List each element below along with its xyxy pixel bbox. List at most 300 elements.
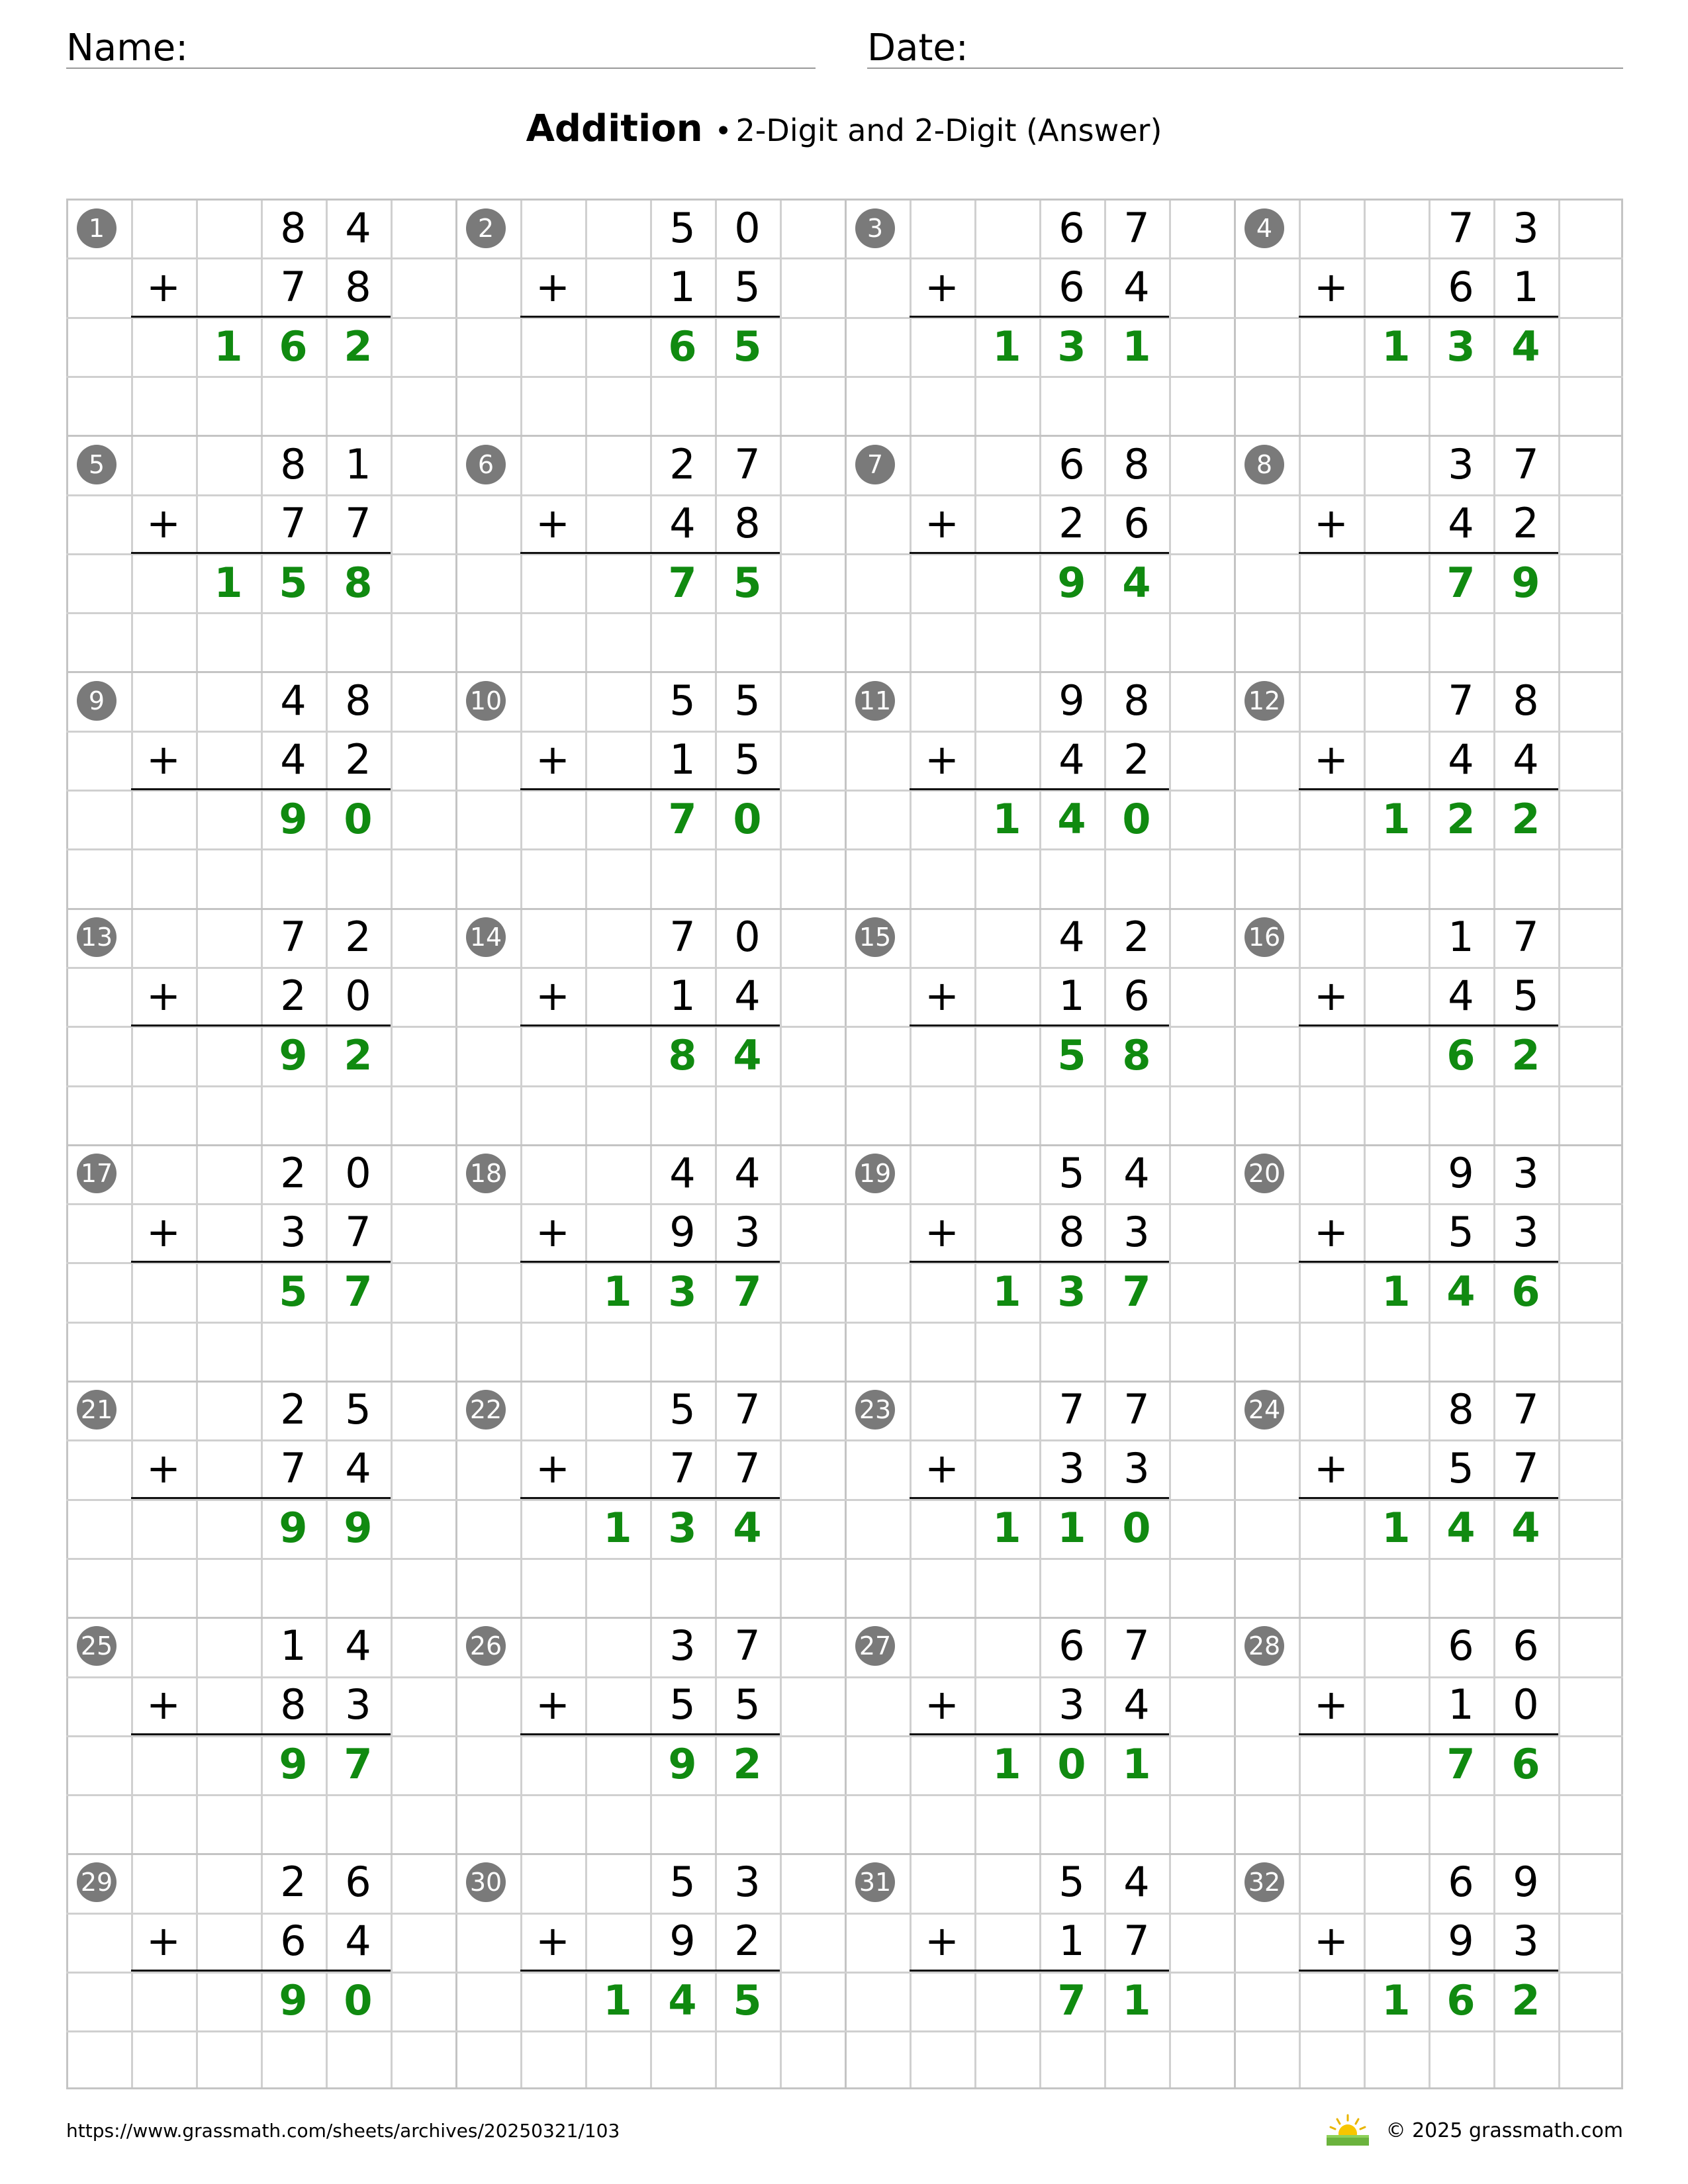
plus-sign: + [146, 1444, 181, 1492]
plus-sign: + [1314, 1208, 1348, 1256]
answer-digit: 1 [992, 1504, 1021, 1552]
addend-top-digit: 4 [669, 1149, 696, 1197]
plus-sign: + [1314, 1680, 1348, 1729]
answer-digit: 6 [279, 322, 308, 371]
answer-digit: 9 [344, 1504, 373, 1552]
addend-bottom-digit: 7 [345, 1208, 371, 1256]
problem-number-badge: 29 [77, 1862, 117, 1902]
problem-number-badge: 13 [77, 917, 117, 957]
problem-number-badge: 19 [855, 1154, 895, 1193]
addend-top-digit: 7 [734, 440, 761, 488]
answer-digit: 1 [603, 1976, 632, 2025]
addend-top-digit: 2 [280, 1858, 306, 1906]
answer-digit: 5 [733, 322, 762, 371]
answer-digit: 5 [733, 559, 762, 607]
answer-digit: 1 [214, 322, 243, 371]
answer-digit: 9 [279, 1976, 308, 2025]
addend-top-digit: 9 [1513, 1858, 1539, 1906]
problem-30 [455, 1852, 845, 2089]
addend-top-digit: 0 [734, 204, 761, 252]
title-separator: • [714, 114, 732, 148]
problem-13 [66, 907, 455, 1144]
answer-digit: 7 [1122, 1267, 1151, 1316]
answer-digit: 6 [1511, 1267, 1540, 1316]
problem-7 [845, 435, 1234, 671]
answer-digit: 1 [1382, 1976, 1411, 2025]
addend-bottom-digit: 5 [734, 263, 761, 311]
addend-bottom-digit: 5 [734, 1680, 761, 1729]
answer-digit: 5 [1057, 1031, 1086, 1079]
plus-sign: + [925, 1444, 959, 1492]
date-line[interactable] [867, 68, 1623, 69]
answer-digit: 3 [1057, 322, 1086, 371]
worksheet-title [0, 106, 1688, 161]
answer-digit: 1 [992, 1267, 1021, 1316]
addend-bottom-digit: 4 [345, 1917, 371, 1965]
answer-digit: 1 [214, 559, 243, 607]
addend-bottom-digit: 5 [1448, 1444, 1474, 1492]
addend-top-digit: 5 [669, 676, 696, 725]
answer-digit: 1 [1122, 1976, 1151, 2025]
addend-top-digit: 7 [1123, 1621, 1150, 1670]
answer-digit: 6 [1446, 1976, 1476, 2025]
addend-top-digit: 7 [1513, 913, 1539, 961]
addend-top-digit: 4 [1123, 1858, 1150, 1906]
addend-bottom-digit: 4 [1448, 972, 1474, 1020]
addend-top-digit: 6 [1513, 1621, 1539, 1670]
problem-20 [1234, 1144, 1623, 1380]
title-subtitle: 2-Digit and 2-Digit (Answer) [735, 113, 1162, 148]
name-label: Name: [66, 26, 189, 69]
problem-24 [1234, 1380, 1623, 1616]
problem-number-badge: 16 [1244, 917, 1284, 957]
addend-bottom-digit: 7 [280, 1444, 306, 1492]
addend-top-digit: 8 [1448, 1385, 1474, 1433]
addend-top-digit: 2 [1123, 913, 1150, 961]
answer-digit: 7 [668, 559, 697, 607]
answer-digit: 3 [1446, 322, 1476, 371]
addend-bottom-digit: 5 [669, 1680, 696, 1729]
addend-top-digit: 2 [280, 1385, 306, 1433]
addend-top-digit: 5 [345, 1385, 371, 1433]
addend-top-digit: 8 [1513, 676, 1539, 725]
problem-number-badge: 4 [1244, 208, 1284, 248]
answer-digit: 3 [668, 1504, 697, 1552]
problem-number-badge: 24 [1244, 1390, 1284, 1430]
problem-number-badge: 12 [1244, 681, 1284, 721]
answer-digit: 1 [1382, 1267, 1411, 1316]
answer-digit: 7 [733, 1267, 762, 1316]
problem-19 [845, 1144, 1234, 1380]
problem-number-badge: 22 [466, 1390, 506, 1430]
plus-sign: + [925, 972, 959, 1020]
addend-top-digit: 3 [1448, 440, 1474, 488]
plus-sign: + [925, 1917, 959, 1965]
addend-top-digit: 6 [345, 1858, 371, 1906]
addend-top-digit: 7 [1513, 440, 1539, 488]
plus-sign: + [536, 1680, 570, 1729]
addend-top-digit: 5 [1058, 1858, 1085, 1906]
problem-number-badge: 1 [77, 208, 117, 248]
plus-sign: + [146, 972, 181, 1020]
problem-29 [66, 1852, 455, 2089]
addend-bottom-digit: 2 [345, 735, 371, 784]
answer-digit: 3 [668, 1267, 697, 1316]
problem-number-badge: 17 [77, 1154, 117, 1193]
plus-sign: + [536, 735, 570, 784]
addend-bottom-digit: 3 [1513, 1208, 1539, 1256]
addend-top-digit: 1 [280, 1621, 306, 1670]
answer-digit: 1 [1382, 322, 1411, 371]
addend-top-digit: 6 [1448, 1858, 1474, 1906]
addend-bottom-digit: 7 [345, 499, 371, 547]
problem-2 [455, 199, 845, 435]
addend-top-digit: 2 [280, 1149, 306, 1197]
answer-digit: 1 [1382, 795, 1411, 843]
addend-bottom-digit: 4 [1123, 263, 1150, 311]
addend-bottom-digit: 6 [1123, 972, 1150, 1020]
addend-top-digit: 6 [1448, 1621, 1474, 1670]
answer-digit: 4 [1446, 1267, 1476, 1316]
addend-top-digit: 6 [1058, 204, 1085, 252]
addend-top-digit: 2 [669, 440, 696, 488]
answer-digit: 0 [1122, 1504, 1151, 1552]
addend-bottom-digit: 1 [1448, 1680, 1474, 1729]
plus-sign: + [536, 972, 570, 1020]
answer-digit: 2 [344, 322, 373, 371]
addend-top-digit: 2 [345, 913, 371, 961]
answer-digit: 2 [1511, 1976, 1540, 2025]
problem-number-badge: 14 [466, 917, 506, 957]
problem-number-badge: 18 [466, 1154, 506, 1193]
problem-number-badge: 31 [855, 1862, 895, 1902]
problem-number-badge: 27 [855, 1626, 895, 1666]
addend-bottom-digit: 1 [1058, 972, 1085, 1020]
addend-bottom-digit: 1 [669, 735, 696, 784]
answer-digit: 1 [1382, 1504, 1411, 1552]
addend-bottom-digit: 4 [1123, 1680, 1150, 1729]
problem-32 [1234, 1852, 1623, 2089]
answer-digit: 4 [1446, 1504, 1476, 1552]
answer-digit: 2 [1446, 795, 1476, 843]
addend-bottom-digit: 4 [669, 499, 696, 547]
name-line[interactable] [66, 68, 816, 69]
addend-top-digit: 7 [280, 913, 306, 961]
answer-digit: 2 [733, 1740, 762, 1788]
answer-digit: 8 [1122, 1031, 1151, 1079]
addend-bottom-digit: 7 [280, 499, 306, 547]
answer-digit: 9 [279, 1031, 308, 1079]
addend-top-digit: 7 [1058, 1385, 1085, 1433]
addend-top-digit: 4 [345, 204, 371, 252]
answer-digit: 7 [344, 1740, 373, 1788]
addend-bottom-digit: 3 [1058, 1680, 1085, 1729]
answer-digit: 0 [344, 1976, 373, 2025]
addend-top-digit: 3 [669, 1621, 696, 1670]
addend-bottom-digit: 4 [345, 1444, 371, 1492]
addend-bottom-digit: 0 [345, 972, 371, 1020]
addend-bottom-digit: 5 [1448, 1208, 1474, 1256]
problem-number-badge: 15 [855, 917, 895, 957]
answer-digit: 1 [1122, 322, 1151, 371]
addend-bottom-digit: 1 [1513, 263, 1539, 311]
problem-31 [845, 1852, 1234, 2089]
addend-top-digit: 7 [734, 1385, 761, 1433]
problem-number-badge: 3 [855, 208, 895, 248]
addend-bottom-digit: 6 [1058, 263, 1085, 311]
problem-number-badge: 21 [77, 1390, 117, 1430]
answer-digit: 1 [603, 1267, 632, 1316]
addend-bottom-digit: 3 [1058, 1444, 1085, 1492]
addend-bottom-digit: 1 [669, 972, 696, 1020]
addend-top-digit: 9 [1058, 676, 1085, 725]
problem-number-badge: 5 [77, 445, 117, 484]
addend-bottom-digit: 3 [1123, 1444, 1150, 1492]
plus-sign: + [925, 735, 959, 784]
plus-sign: + [536, 1208, 570, 1256]
answer-digit: 9 [1511, 559, 1540, 607]
problem-number-badge: 6 [466, 445, 506, 484]
addend-bottom-digit: 9 [1448, 1917, 1474, 1965]
problem-number-badge: 10 [466, 681, 506, 721]
addend-top-digit: 5 [669, 204, 696, 252]
addend-bottom-digit: 7 [1513, 1444, 1539, 1492]
plus-sign: + [146, 1680, 181, 1729]
addend-top-digit: 0 [345, 1149, 371, 1197]
plus-sign: + [536, 499, 570, 547]
addend-bottom-digit: 4 [734, 972, 761, 1020]
problem-number-badge: 23 [855, 1390, 895, 1430]
plus-sign: + [146, 1917, 181, 1965]
answer-digit: 0 [1057, 1740, 1086, 1788]
problem-number-badge: 20 [1244, 1154, 1284, 1193]
answer-digit: 8 [668, 1031, 697, 1079]
plus-sign: + [1314, 263, 1348, 311]
problem-9 [66, 671, 455, 907]
plus-sign: + [925, 1208, 959, 1256]
problem-number-badge: 7 [855, 445, 895, 484]
addend-top-digit: 4 [734, 1149, 761, 1197]
answer-digit: 2 [344, 1031, 373, 1079]
addend-bottom-digit: 9 [669, 1917, 696, 1965]
plus-sign: + [536, 1444, 570, 1492]
addend-top-digit: 7 [734, 1621, 761, 1670]
addend-top-digit: 8 [1123, 676, 1150, 725]
addend-top-digit: 4 [345, 1621, 371, 1670]
plus-sign: + [1314, 499, 1348, 547]
answer-digit: 4 [1122, 559, 1151, 607]
plus-sign: + [1314, 1444, 1348, 1492]
addend-top-digit: 8 [1123, 440, 1150, 488]
problem-25 [66, 1616, 455, 1852]
answer-digit: 7 [668, 795, 697, 843]
addend-bottom-digit: 2 [280, 972, 306, 1020]
problem-number-badge: 2 [466, 208, 506, 248]
addend-bottom-digit: 5 [1513, 972, 1539, 1020]
answer-digit: 7 [344, 1267, 373, 1316]
answer-digit: 1 [1122, 1740, 1151, 1788]
problem-28 [1234, 1616, 1623, 1852]
addend-bottom-digit: 7 [669, 1444, 696, 1492]
problem-12 [1234, 671, 1623, 907]
addend-bottom-digit: 7 [1123, 1917, 1150, 1965]
addend-bottom-digit: 2 [1513, 499, 1539, 547]
addend-bottom-digit: 8 [280, 1680, 306, 1729]
answer-digit: 0 [344, 795, 373, 843]
answer-digit: 9 [279, 1504, 308, 1552]
addend-bottom-digit: 2 [734, 1917, 761, 1965]
addend-bottom-digit: 4 [1448, 499, 1474, 547]
answer-digit: 2 [1511, 795, 1540, 843]
answer-digit: 1 [603, 1504, 632, 1552]
footer-copyright: © 2025 grassmath.com [1385, 2119, 1623, 2142]
addend-bottom-digit: 2 [1058, 499, 1085, 547]
addend-top-digit: 8 [345, 676, 371, 725]
problem-1 [66, 199, 455, 435]
addend-bottom-digit: 3 [345, 1680, 371, 1729]
plus-sign: + [146, 735, 181, 784]
problem-number-badge: 28 [1244, 1626, 1284, 1666]
plus-sign: + [536, 263, 570, 311]
addend-top-digit: 5 [1058, 1149, 1085, 1197]
answer-digit: 2 [1511, 1031, 1540, 1079]
answer-digit: 1 [992, 795, 1021, 843]
plus-sign: + [536, 1917, 570, 1965]
addend-bottom-digit: 2 [1123, 735, 1150, 784]
addend-top-digit: 8 [280, 440, 306, 488]
problem-23 [845, 1380, 1234, 1616]
addend-bottom-digit: 7 [734, 1444, 761, 1492]
answer-digit: 1 [992, 322, 1021, 371]
answer-digit: 7 [1446, 1740, 1476, 1788]
answer-digit: 1 [992, 1740, 1021, 1788]
title-main: Addition [526, 107, 703, 150]
problem-10 [455, 671, 845, 907]
problem-26 [455, 1616, 845, 1852]
problem-6 [455, 435, 845, 671]
addend-bottom-digit: 3 [1513, 1917, 1539, 1965]
addend-top-digit: 4 [280, 676, 306, 725]
addend-bottom-digit: 5 [734, 735, 761, 784]
problem-5 [66, 435, 455, 671]
grass-sun-logo-icon [1324, 2113, 1372, 2147]
addend-top-digit: 6 [1058, 440, 1085, 488]
addend-bottom-digit: 3 [1123, 1208, 1150, 1256]
addend-bottom-digit: 4 [1448, 735, 1474, 784]
answer-digit: 9 [668, 1740, 697, 1788]
plus-sign: + [1314, 972, 1348, 1020]
answer-digit: 5 [279, 559, 308, 607]
addend-bottom-digit: 0 [1513, 1680, 1539, 1729]
plus-sign: + [925, 499, 959, 547]
addend-top-digit: 5 [669, 1858, 696, 1906]
plus-sign: + [925, 1680, 959, 1729]
addend-bottom-digit: 1 [1058, 1917, 1085, 1965]
plus-sign: + [146, 1208, 181, 1256]
answer-digit: 4 [1511, 322, 1540, 371]
answer-digit: 4 [668, 1976, 697, 2025]
addend-bottom-digit: 1 [669, 263, 696, 311]
addend-bottom-digit: 8 [1058, 1208, 1085, 1256]
addend-bottom-digit: 9 [669, 1208, 696, 1256]
problem-21 [66, 1380, 455, 1616]
problem-3 [845, 199, 1234, 435]
addend-top-digit: 6 [1058, 1621, 1085, 1670]
problem-number-badge: 8 [1244, 445, 1284, 484]
addend-top-digit: 7 [1123, 204, 1150, 252]
answer-digit: 9 [279, 1740, 308, 1788]
problem-4 [1234, 199, 1623, 435]
answer-digit: 7 [1446, 559, 1476, 607]
problem-15 [845, 907, 1234, 1144]
answer-digit: 3 [1057, 1267, 1086, 1316]
addend-top-digit: 4 [1058, 913, 1085, 961]
addend-top-digit: 5 [669, 1385, 696, 1433]
addend-top-digit: 1 [345, 440, 371, 488]
answer-digit: 6 [668, 322, 697, 371]
answer-digit: 0 [1122, 795, 1151, 843]
answer-digit: 4 [733, 1031, 762, 1079]
addend-top-digit: 1 [1448, 913, 1474, 961]
problem-8 [1234, 435, 1623, 671]
addend-top-digit: 3 [1513, 204, 1539, 252]
addend-bottom-digit: 6 [1448, 263, 1474, 311]
problem-number-badge: 9 [77, 681, 117, 721]
answer-digit: 6 [1511, 1740, 1540, 1788]
answer-digit: 6 [1446, 1031, 1476, 1079]
addend-bottom-digit: 4 [1513, 735, 1539, 784]
problem-17 [66, 1144, 455, 1380]
problem-number-badge: 30 [466, 1862, 506, 1902]
answer-digit: 5 [733, 1976, 762, 2025]
addend-bottom-digit: 4 [1058, 735, 1085, 784]
problem-number-badge: 11 [855, 681, 895, 721]
answer-digit: 9 [279, 795, 308, 843]
addend-bottom-digit: 6 [1123, 499, 1150, 547]
addend-top-digit: 9 [1448, 1149, 1474, 1197]
addend-bottom-digit: 7 [280, 263, 306, 311]
problem-number-badge: 25 [77, 1626, 117, 1666]
answer-digit: 4 [1057, 795, 1086, 843]
problem-14 [455, 907, 845, 1144]
answer-digit: 8 [344, 559, 373, 607]
problem-27 [845, 1616, 1234, 1852]
addend-top-digit: 4 [1123, 1149, 1150, 1197]
plus-sign: + [146, 263, 181, 311]
addend-bottom-digit: 8 [345, 263, 371, 311]
answer-digit: 4 [1511, 1504, 1540, 1552]
problem-18 [455, 1144, 845, 1380]
addend-top-digit: 3 [734, 1858, 761, 1906]
addend-bottom-digit: 6 [280, 1917, 306, 1965]
problem-11 [845, 671, 1234, 907]
addend-top-digit: 5 [734, 676, 761, 725]
addend-bottom-digit: 3 [734, 1208, 761, 1256]
addend-top-digit: 3 [1513, 1149, 1539, 1197]
answer-digit: 4 [733, 1504, 762, 1552]
answer-digit: 5 [279, 1267, 308, 1316]
addend-top-digit: 7 [1123, 1385, 1150, 1433]
problem-22 [455, 1380, 845, 1616]
plus-sign: + [1314, 735, 1348, 784]
answer-digit: 0 [733, 795, 762, 843]
plus-sign: + [1314, 1917, 1348, 1965]
addend-top-digit: 7 [1448, 676, 1474, 725]
addend-bottom-digit: 8 [734, 499, 761, 547]
plus-sign: + [146, 499, 181, 547]
problem-number-badge: 32 [1244, 1862, 1284, 1902]
addend-bottom-digit: 4 [280, 735, 306, 784]
